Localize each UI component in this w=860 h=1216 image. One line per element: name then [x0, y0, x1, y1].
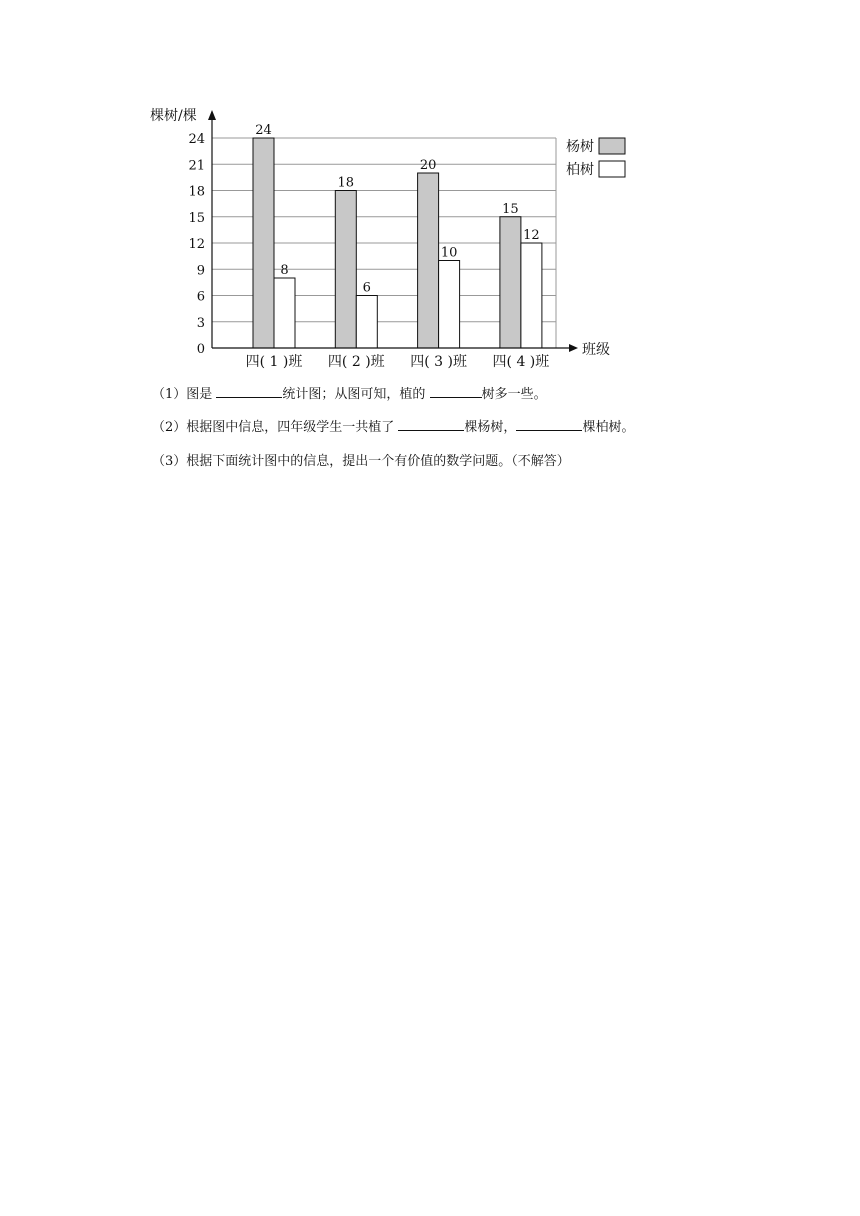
bar-yang: [500, 217, 521, 348]
x-axis-arrow: [569, 344, 578, 352]
bar-value-label: 6: [362, 280, 371, 296]
bar-bai: [356, 296, 377, 349]
legend-label: 柏树: [566, 162, 594, 178]
x-tick-label: 四( 4 )班: [492, 354, 550, 370]
x-tick-label: 四( 1 )班: [245, 354, 303, 370]
answer-blank-poplar-total[interactable]: [398, 418, 464, 431]
bar-value-label: 10: [440, 245, 458, 261]
question-1-suffix: 树多一些。: [481, 387, 547, 402]
bar-value-label: 18: [337, 175, 355, 191]
bar-value-label: 24: [255, 123, 272, 138]
question-2-prefix: （2）根据图中信息，四年级学生一共植了: [152, 420, 395, 435]
bar-chart: [0, 0, 860, 380]
bar-value-label: 20: [419, 158, 437, 173]
answer-blank-chart-type[interactable]: [216, 385, 282, 398]
y-tick-label: 3: [196, 315, 205, 331]
answer-blank-cypress-total[interactable]: [516, 418, 582, 431]
bar-yang: [335, 191, 356, 349]
bar-yang: [418, 173, 439, 348]
question-2-middle: 棵杨树，: [464, 420, 517, 435]
question-1-middle: 统计图；从图可知，植的: [282, 387, 426, 402]
y-tick-label: 15: [188, 210, 205, 226]
x-axis-title: 班级: [582, 342, 610, 358]
y-tick-label: 0: [196, 342, 205, 357]
y-axis-arrow: [208, 110, 216, 120]
bar-bai: [274, 278, 295, 348]
question-1: [152, 383, 547, 402]
y-tick-label: 24: [188, 132, 205, 147]
bar-bai: [439, 261, 460, 349]
question-3: [152, 450, 570, 469]
question-1-prefix: （1）图是: [152, 387, 213, 402]
y-tick-label: 18: [188, 184, 205, 200]
question-2: [152, 416, 634, 435]
x-tick-label: 四( 2 )班: [327, 354, 385, 370]
question-3-text: （3）根据下面统计图中的信息，提出一个有价值的数学问题。（不解答）: [152, 454, 570, 469]
bar-value-label: 15: [502, 201, 519, 217]
answer-blank-tree-type[interactable]: [430, 385, 482, 398]
y-tick-label: 6: [196, 289, 205, 305]
legend-swatch: [599, 138, 625, 154]
legend-swatch: [599, 161, 625, 177]
y-axis-title: 棵树/棵: [150, 108, 197, 124]
legend-label: 杨树: [566, 139, 594, 155]
y-tick-label: 21: [188, 158, 205, 174]
bar-yang: [253, 138, 274, 348]
x-tick-label: 四( 3 )班: [410, 354, 467, 370]
y-tick-label: 9: [196, 263, 205, 279]
bar-bai: [521, 243, 542, 348]
bar-value-label: 8: [280, 263, 289, 278]
question-2-suffix: 棵柏树。: [582, 420, 635, 435]
bar-value-label: 12: [523, 228, 540, 243]
y-tick-label: 12: [188, 237, 205, 252]
